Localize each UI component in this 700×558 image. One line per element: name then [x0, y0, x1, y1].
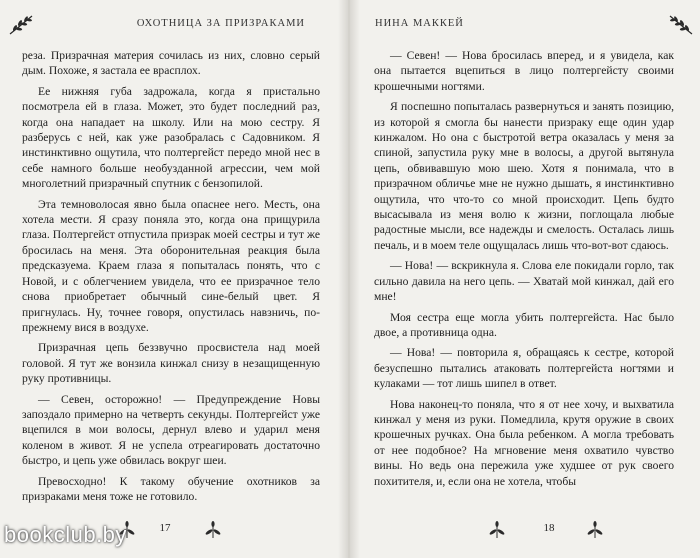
page-number: 18	[543, 522, 555, 534]
paragraph: — Нова! — повторила я, обращаясь к сестре, которой безуспешно пытались атаковать полтергейста ногтями и кулаками — тот лишь шипел в ответ.	[374, 346, 674, 391]
paragraph: Превосходно! К такому обучение охотников за призраками меня тоже не готовило.	[22, 474, 320, 503]
page-footer	[482, 516, 622, 544]
page-number: 17	[159, 522, 171, 534]
floral-ornament-icon	[202, 518, 224, 540]
paragraph: реза. Призрачная материя сочилась из них, словно серый дым. Похоже, я застала ее врасплох.	[22, 49, 320, 78]
paragraph: Ее нижняя губа задрожала, когда я пристально посмотрела ей в глаза. Может, это будет последний раз, когда она нападает на школу. Или на мою сестру. Я разберусь с ней, как уже разобралась с Садовником. Я инстинктивно ощутила, что полтергейст передо мной нес в себе намного больше необузданной агрессии, чем мой многолетний призрачный спутник с бензопилой.	[22, 84, 320, 191]
running-header: ОХОТНИЦА ЗА ПРИЗРАКАМИ	[136, 18, 305, 29]
paragraph: Призрачная цепь беззвучно просвистела над моей головой. Я тут же вонзила кинжал снизу в незащищенную руку противницы.	[22, 341, 320, 386]
paragraph: Я поспешно попыталась развернуться и занять позицию, из которой я смогла бы нанести призраку еще один удар кинжалом. Но она с быстротой ветра оказалась у меня за спиной, запустила руку мне в волосы, а другой вытянула цепь, обвивавшую мою шею. Хотя я понимала, что в призрачном обличье мне не нужно дышать, я инстинктивно ощутила, что что-то со мной происходит. Цепь будто высасывала из меня волю к жизни, поглощала любые радостные мысли, все надежды и смелость. Осталась лишь печаль, и в моем теле ощущалась лишь что-вот-вот сдаюсь.	[374, 100, 674, 252]
paragraph: — Севен, осторожно! — Предупреждение Новы запоздало примерно на четверть секунды. Полтергейст уже вцепился в мои волосы, дернул влево и ударил меня коленом в живот. Я не успела отреагировать достаточно быстро, и цепь уже обвилась вокруг шеи.	[22, 392, 320, 468]
sprig-ornament-icon	[8, 14, 34, 36]
paragraph: Нова наконец-то поняла, что я от нее хочу, и выхватила кинжал у меня из руки. Помедлила, крутя оружие в своих крошечных ручках. Она была ребенком. А могла требовать от нее подобное? На мгновение меня охватило чувство вины. Но ведь она пережила уже худшее от рук своего похитителя, и, если она не хотела, чтобы	[374, 397, 674, 488]
floral-ornament-icon	[486, 518, 508, 540]
sprig-ornament-icon	[668, 14, 694, 36]
book-gutter	[338, 0, 360, 558]
floral-ornament-icon	[584, 518, 606, 540]
paragraph: Моя сестра еще могла убить полтергейста. Нас было двое, а противница одна.	[374, 310, 674, 339]
body-text	[374, 48, 674, 494]
body-text	[22, 48, 320, 509]
right-page	[360, 0, 700, 558]
running-header: НИНА МАККЕЙ	[375, 18, 464, 29]
paragraph: — Нова! — вскрикнула я. Слова еле покидали горло, так сильно давила на него цепь. — Хватай мой кинжал, дай его мне!	[374, 259, 674, 304]
site-watermark: bookclub.by	[4, 522, 127, 547]
paragraph: Эта темноволосая явно была опаснее него. Месть, она хотела мести. Я сразу поняла это, когда она прищурила глаза. Полтергейст отпустила призрак моей сестры и тут же бросилась на меня. Эта оборонительная реакция была предсказуема. Краем глаза я попыталась понять, что с Новой, и с облегчением увидела, что ее призрачное тело снова приобретает обычный сине-белый цвет. Я пригнулась. Ну, точнее говоря, опустилась навзничь, по-прежнему вися в воздухе.	[22, 197, 320, 334]
left-page	[0, 0, 338, 558]
paragraph: — Севен! — Нова бросилась вперед, и я увидела, как она пытается вцепиться в лицо полтергейсту своими крошечными ногтями.	[374, 49, 674, 93]
